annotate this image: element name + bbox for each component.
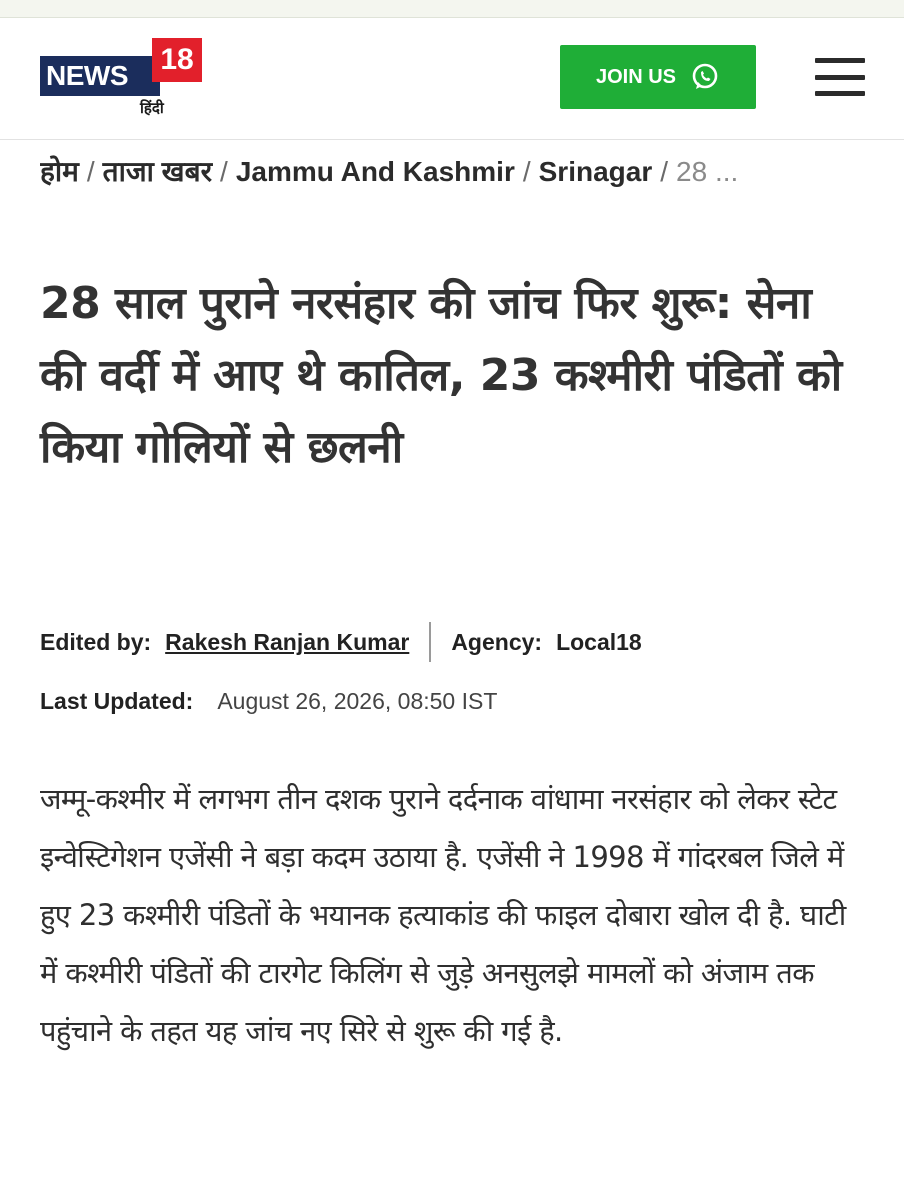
- join-us-button[interactable]: [560, 45, 756, 109]
- breadcrumb-current: 28 ...: [676, 156, 739, 187]
- last-updated-label: Last Updated:: [40, 687, 194, 714]
- news18-hindi-logo[interactable]: [40, 38, 210, 118]
- article-body-paragraph: जम्मू-कश्मीर में लगभग तीन दशक पुराने दर्दनाक वांधामा नरसंहार को लेकर स्टेट इन्वेस्टिगेशन एजेंसी ने बड़ा कदम उठाया है. एजेंसी ने 1998 में गांदरबल जिले में हुए 23 कश्मीरी पंडितों के भयानक हत्याकांड की फाइल दोबारा खोल दी है. घाटी में कश्मीरी पंडितों की टारगेट किलिंग से जुड़े अनसुलझे मामलों को अंजाम तक पहुंचाने के तहत यह जांच नए सिरे से शुरू की गई है.: [40, 782, 846, 1048]
- breadcrumb-home[interactable]: होम: [40, 156, 79, 187]
- agency-label: Agency:: [451, 628, 543, 655]
- breadcrumb-separator: /: [522, 156, 531, 187]
- breadcrumb-separator: /: [220, 156, 228, 187]
- byline: [40, 622, 642, 662]
- breadcrumb-separator: /: [86, 156, 95, 187]
- byline-divider: [429, 622, 431, 662]
- article-title: 28 साल पुराने नरसंहार की जांच फिर शुरू: सेना की वर्दी में आए थे कातिल, 23 कश्मीरी पंडितों को किया गोलियों से छलनी: [40, 278, 842, 473]
- editor-link[interactable]: Rakesh Ranjan Kumar: [165, 628, 410, 655]
- last-updated: [40, 684, 497, 718]
- edited-by-label: Edited by:: [40, 628, 152, 655]
- menu-bar-middle: [815, 75, 865, 80]
- logo-18-badge: 18: [152, 38, 202, 82]
- site-header: [0, 18, 904, 140]
- breadcrumb-jammu-kashmir[interactable]: Jammu And Kashmir: [235, 156, 515, 187]
- hamburger-menu-icon[interactable]: [815, 58, 865, 96]
- whatsapp-icon: [690, 62, 720, 92]
- join-us-label: JOIN US: [595, 65, 677, 88]
- breadcrumb-srinagar[interactable]: Srinagar: [538, 156, 653, 187]
- top-strip: [0, 0, 904, 18]
- breadcrumb-latest-news[interactable]: ताजा खबर: [102, 156, 213, 187]
- menu-bar-top: [815, 58, 865, 63]
- breadcrumb: [40, 152, 870, 192]
- agency-value: Local18: [556, 628, 642, 655]
- logo-hindi-text: हिंदी: [140, 99, 164, 117]
- breadcrumb-separator: /: [660, 156, 669, 187]
- menu-bar-bottom: [815, 91, 865, 96]
- last-updated-timestamp: August 26, 2026, 08:50 IST: [217, 687, 498, 714]
- logo-news-text: NEWS: [40, 56, 160, 96]
